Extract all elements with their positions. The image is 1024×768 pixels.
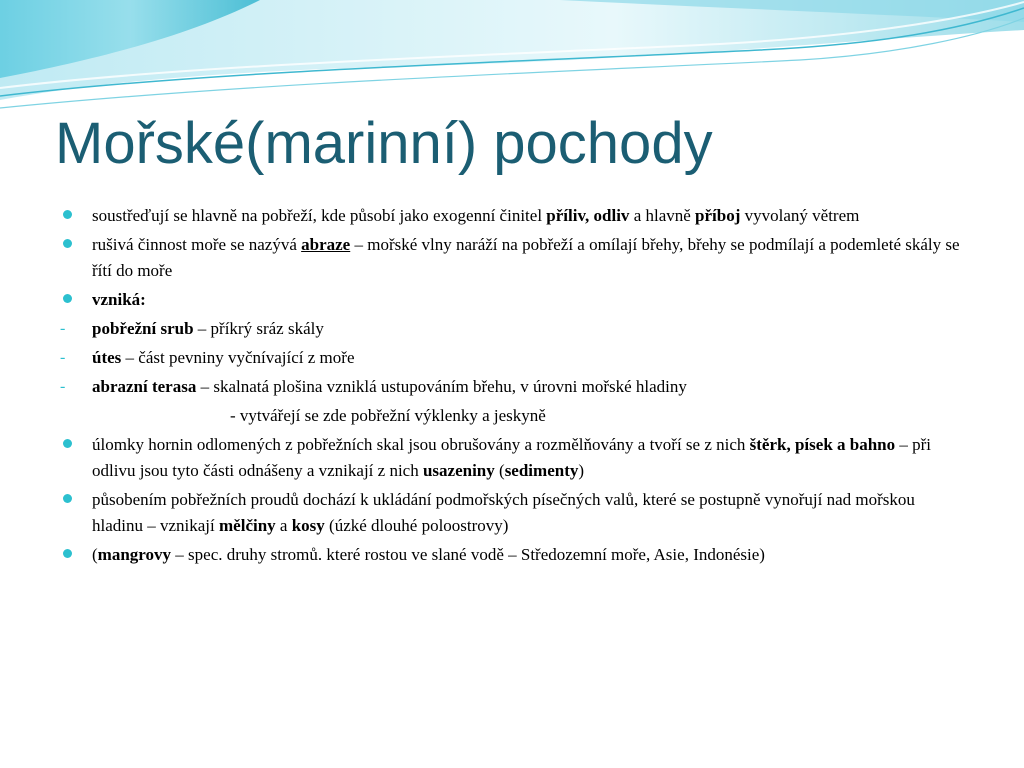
- text-run: (: [92, 545, 98, 564]
- text-run: – příkrý sráz skály: [193, 319, 324, 338]
- text-run: – skalnatá plošina vzniklá ustupováním břehu, v úrovni mořské hladiny: [196, 377, 687, 396]
- bullet-list-item: [62, 232, 962, 284]
- bullet-text: [92, 206, 859, 225]
- bold-term: mělčiny: [219, 516, 276, 535]
- bullet-text: [92, 377, 687, 396]
- bold-term: mangrovy: [97, 545, 172, 564]
- dash-list-item: [62, 345, 962, 371]
- bullet-text: [92, 545, 765, 564]
- text-run: (úzké dlouhé poloostrovy): [324, 516, 509, 535]
- text-run: – mořské vlny naráží na pobřeží a omílají břehy, břehy se podmílají a podemleté skály se řítí do moře: [92, 235, 960, 280]
- text-run: a: [275, 516, 292, 535]
- header-wave-decoration: [0, 0, 1024, 120]
- text-run: působením pobřežních proudů dochází k ukládání podmořských písečných valů, které se postupně vynořují nad mořskou hladinu – vznikají: [92, 490, 915, 535]
- bold-term: štěrk, písek a bahno: [749, 435, 896, 454]
- dash-list-item: [62, 316, 962, 342]
- bullet-text: [92, 235, 960, 280]
- bullet-list-item: [62, 487, 962, 539]
- text-run: - vytvářejí se zde pobřežní výklenky a jeskyně: [230, 406, 546, 425]
- text-run: – spec. druhy stromů. které rostou ve slané vodě – Středozemní moře, Asie, Indonésie): [171, 545, 765, 564]
- text-run: (: [494, 461, 505, 480]
- bold-term: usazeniny: [422, 461, 495, 480]
- text-run: – při odlivu jsou tyto části odnášeny a vznikají z nich: [92, 435, 932, 480]
- continuation-line: [62, 403, 962, 429]
- bold-term: kosy: [291, 516, 325, 535]
- bold-term: útes: [92, 348, 122, 367]
- bullet-list-item: [62, 542, 962, 568]
- bold-term: abraze: [301, 235, 351, 254]
- bullet-text: [92, 348, 354, 367]
- bullet-dash-icon: -: [60, 349, 66, 366]
- bullet-dash-icon: -: [60, 320, 66, 337]
- text-run: soustřeďují se hlavně na pobřeží, kde působí jako exogenní činitel: [92, 206, 547, 225]
- bullet-text: [92, 319, 324, 338]
- text-run: ): [578, 461, 585, 480]
- dash-list-item: [62, 374, 962, 400]
- bold-term: pobřežní srub: [92, 319, 194, 338]
- text-run: a hlavně: [629, 206, 696, 225]
- bold-term: vzniká:: [92, 290, 146, 309]
- bullet-list: [62, 203, 962, 571]
- bullet-text: [92, 435, 931, 480]
- text-run: úlomky hornin odlomených z pobřežních skal jsou obrušovány a rozmělňovány a tvoří se z nich: [92, 435, 750, 454]
- text-run: vyvolaný větrem: [740, 206, 860, 225]
- bullet-text: [62, 406, 546, 425]
- bullet-list-item: [62, 432, 962, 484]
- bold-term: příboj: [695, 206, 741, 225]
- bullet-list-item: [62, 287, 962, 313]
- slide-title: Mořské(marinní) pochody: [55, 111, 713, 176]
- bold-term: příliv, odliv: [546, 206, 630, 225]
- bold-term: abrazní terasa: [92, 377, 197, 396]
- text-run: – část pevniny vyčnívající z moře: [121, 348, 355, 367]
- bullet-dash-icon: -: [60, 378, 66, 395]
- text-run: rušivá činnost moře se nazývá: [92, 235, 302, 254]
- bold-term: sedimenty: [504, 461, 579, 480]
- bullet-list-item: [62, 203, 962, 229]
- bullet-text: [92, 490, 915, 535]
- bullet-text: [92, 290, 146, 309]
